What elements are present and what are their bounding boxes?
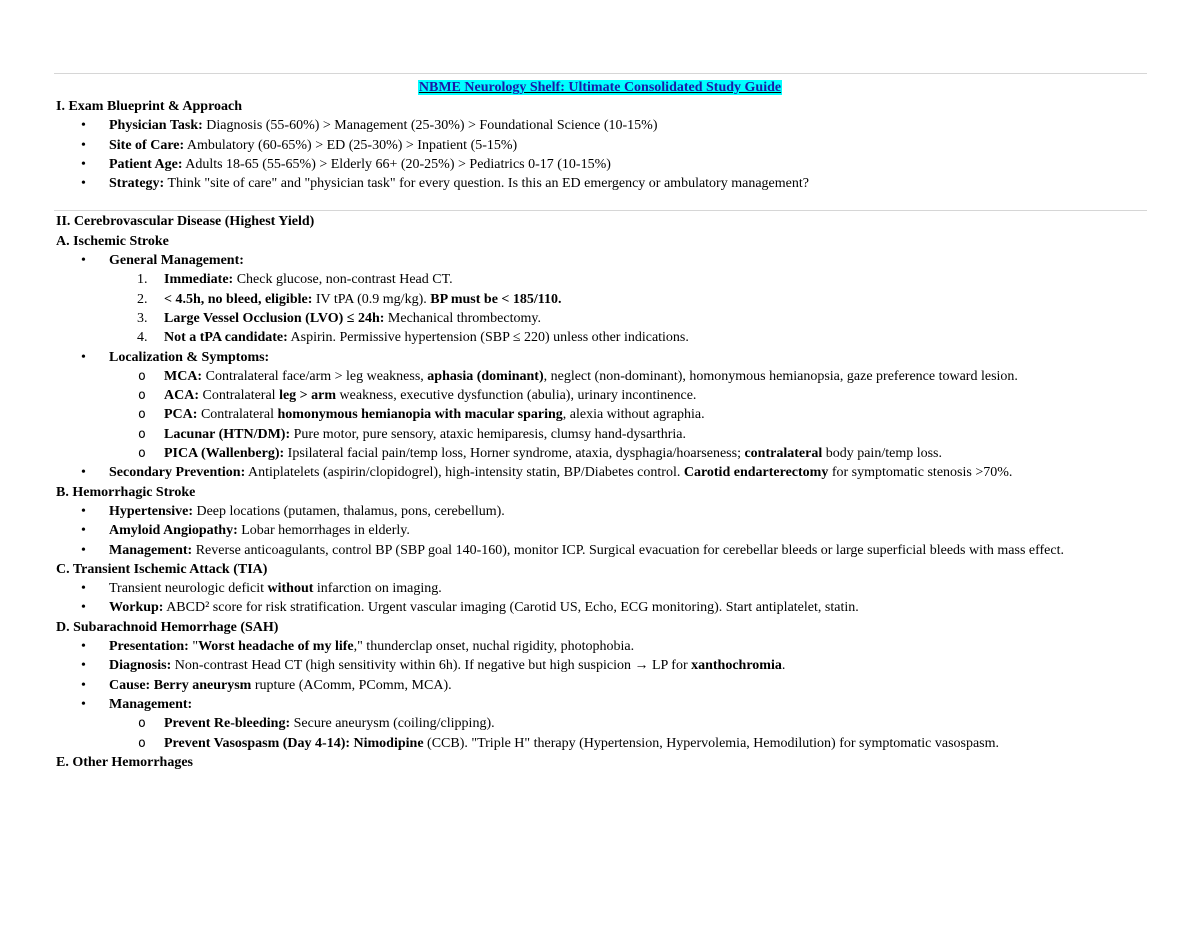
list-item: • Strategy: Think "site of care" and "physician task" for every question. Is this an ED emergency or ambulatory management?: [109, 174, 1146, 193]
list-item: • Cause: Berry aneurysm rupture (AComm, PComm, MCA).: [109, 676, 1146, 695]
general-management-steps: [109, 270, 1146, 347]
sub-item: o PICA (Wallenberg): Ipsilateral facial pain/temp loss, Horner syndrome, ataxia, dysphagia/hoarseness; contralateral body pain/temp loss.: [164, 444, 1146, 463]
sub-item: o Prevent Vasospasm (Day 4-14): Nimodipine (CCB). "Triple H" therapy (Hypertension, Hypervolemia, Hemodilution) for symptomatic vasospasm.: [164, 734, 1146, 753]
sub-item: o MCA: Contralateral face/arm > leg weakness, aphasia (dominant), neglect (non-dominant), homonymous hemianopsia, gaze preference toward lesion.: [164, 367, 1146, 386]
sub-item: o Prevent Re-bleeding: Secure aneurysm (coiling/clipping).: [164, 714, 1146, 733]
numbered-item: 1. Immediate: Check glucose, non-contrast Head CT.: [137, 272, 453, 288]
section-2-heading: II. Cerebrovascular Disease (Highest Yield): [56, 214, 315, 230]
list-item: • Management: Reverse anticoagulants, control BP (SBP goal 140-160), monitor ICP. Surgical evacuation for cerebellar bleeds or large superficial bleeds with mass effect.: [109, 541, 1146, 560]
list-item: • Site of Care: Ambulatory (60-65%) > ED (25-30%) > Inpatient (5-15%): [109, 136, 1146, 155]
sub-item: o Lacunar (HTN/DM): Pure motor, pure sensory, ataxic hemiparesis, clumsy hand-dysarthria.: [164, 425, 1146, 444]
list-item: • General Management: 1. Immediate: Check glucose, non-contrast Head CT. 2. < 4.5h, no bleed, eligible: IV tPA (0.9 mg/kg). BP must be < 185/110. 3. Large Vessel Occlusion (LVO) ≤ 24h: Mechanical thrombectomy. 4. Not a tPA candidate: Aspirin. Permissive hypertension (SBP ≤ 220) unless other indications.: [109, 251, 1146, 347]
numbered-item: 3. Large Vessel Occlusion (LVO) ≤ 24h: Mechanical thrombectomy.: [137, 310, 541, 326]
list-item: • Hypertensive: Deep locations (putamen, thalamus, pons, cerebellum).: [109, 502, 1146, 521]
document-content: [56, 97, 1146, 772]
localization-list: [109, 367, 1146, 463]
section-1-list: [56, 116, 1146, 193]
sub-item: o ACA: Contralateral leg > arm weakness, executive dysfunction (abulia), urinary incontinence.: [164, 386, 1146, 405]
list-item: • Workup: ABCD² score for risk stratification. Urgent vascular imaging (Carotid US, Echo, ECG monitoring). Start antiplatelet, statin.: [109, 598, 1146, 617]
subsection-d-heading: D. Subarachnoid Hemorrhage (SAH): [56, 619, 279, 635]
list-item: • Presentation: "Worst headache of my life," thunderclap onset, nuchal rigidity, photophobia.: [109, 637, 1146, 656]
list-item: • Secondary Prevention: Antiplatelets (aspirin/clopidogrel), high-intensity statin, BP/Diabetes control. Carotid endarterectomy for symptomatic stenosis >70%.: [109, 463, 1146, 482]
subsection-e-heading: E. Other Hemorrhages: [56, 754, 193, 770]
sah-management-list: [109, 714, 1146, 753]
subsection-c-heading: C. Transient Ischemic Attack (TIA): [56, 561, 268, 577]
numbered-item: 2. < 4.5h, no bleed, eligible: IV tPA (0.9 mg/kg). BP must be < 185/110.: [137, 291, 562, 307]
section-1-heading: I. Exam Blueprint & Approach: [56, 99, 243, 114]
sah-list: [56, 637, 1146, 753]
numbered-item: 4. Not a tPA candidate: Aspirin. Permissive hypertension (SBP ≤ 220) unless other indications.: [137, 330, 689, 346]
sub-item: o PCA: Contralateral homonymous hemianopia with macular sparing, alexia without agraphia.: [164, 405, 1146, 424]
list-item: • Amyloid Angiopathy: Lobar hemorrhages in elderly.: [109, 521, 1146, 540]
list-item: • Management: o Prevent Re-bleeding: Secure aneurysm (coiling/clipping). o Prevent Vasospasm (Day 4-14): Nimodipine (CCB). "Triple H" therapy (Hypertension, Hypervolemia, Hemodilution) for symptomatic vasospasm.: [109, 695, 1146, 753]
subsection-a-heading: A. Ischemic Stroke: [56, 233, 169, 249]
list-item: • Physician Task: Diagnosis (55-60%) > Management (25-30%) > Foundational Science (10-15%): [109, 116, 1146, 135]
top-divider: [54, 73, 1147, 74]
document-title: NBME Neurology Shelf: Ultimate Consolidated Study Guide: [418, 80, 782, 95]
subsection-b-heading: B. Hemorrhagic Stroke: [56, 484, 196, 500]
section-divider: [54, 210, 1147, 211]
hemorrhagic-stroke-list: [56, 502, 1146, 560]
ischemic-stroke-list: [56, 251, 1146, 483]
list-item: • Patient Age: Adults 18-65 (55-65%) > Elderly 66+ (20-25%) > Pediatrics 0-17 (10-15%): [109, 155, 1146, 174]
list-item: • Transient neurologic deficit without infarction on imaging.: [109, 579, 1146, 598]
list-item: • Localization & Symptoms: o MCA: Contralateral face/arm > leg weakness, aphasia (dominant), neglect (non-dominant), homonymous hemianopsia, gaze preference toward lesion. o ACA: Contralateral leg > arm weakness, executive dysfunction (abulia), urinary incontinence. o PCA: Contralateral homonymous hemianopia with macular sparing, alexia without agraphia. o Lacunar (HTN/DM): Pure motor, pure sensory, ataxic hemiparesis, clumsy hand-dysarthria. o PICA (Wallenberg): Ipsilateral facial pain/temp loss, Horner syndrome, ataxia, dysphagia/hoarseness; contralateral body pain/temp loss.: [109, 348, 1146, 464]
tia-list: [56, 579, 1146, 618]
list-item: • Diagnosis: Non-contrast Head CT (high sensitivity within 6h). If negative but high suspicion → LP for xanthochromia.: [109, 656, 1146, 675]
